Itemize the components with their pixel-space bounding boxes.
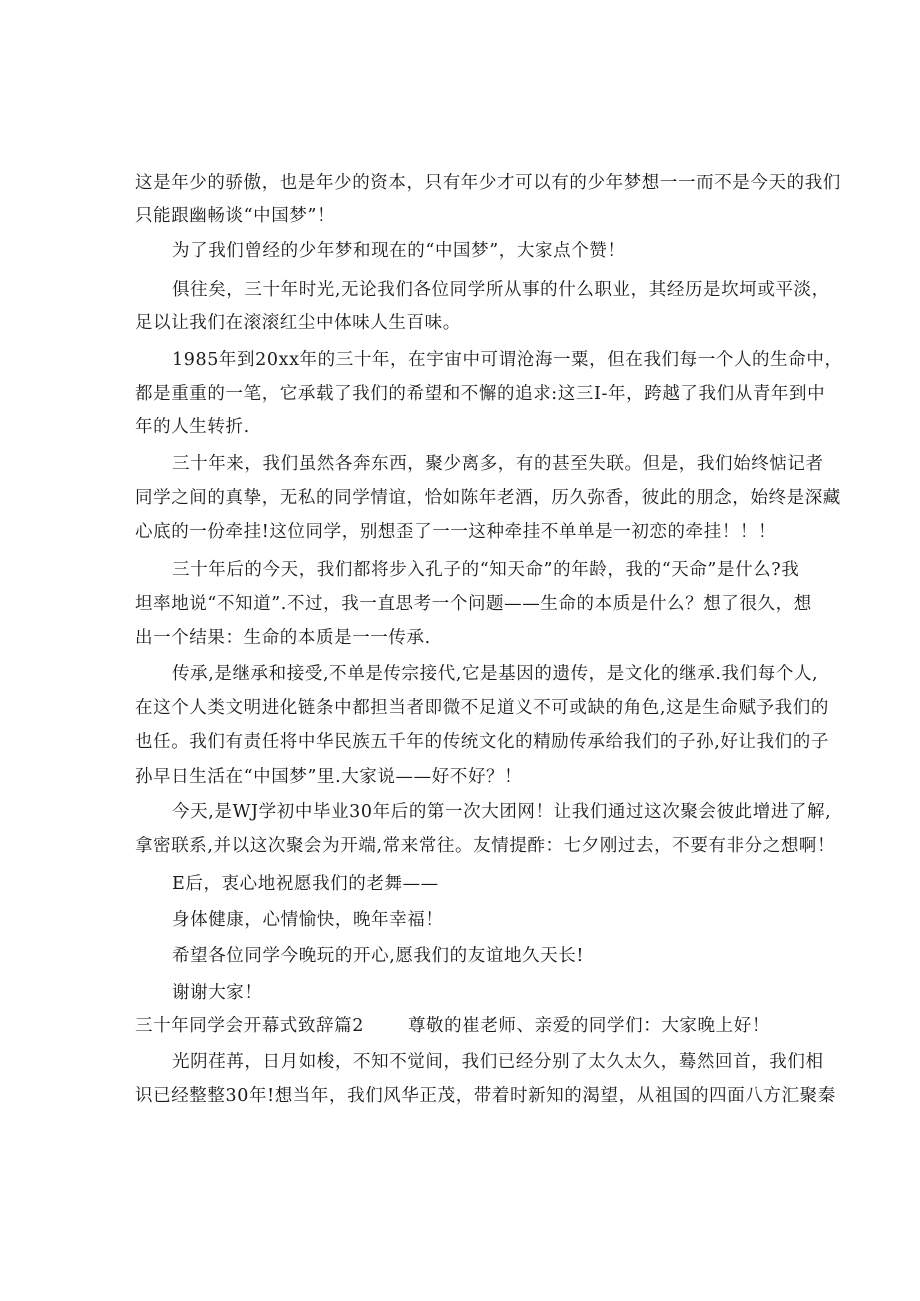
text-line: 足以让我们在滚滚红尘中体味人生百味。	[135, 313, 461, 333]
text-line: 出一个结果：生命的本质是一一传承.	[135, 628, 431, 648]
text-line: 同学之间的真挚，无私的同学情谊，恰如陈年老酒，历久弥香，彼此的朋念，始终是深藏	[135, 488, 841, 508]
text-line: 希望各位同学今晚玩的开心,愿我们的友谊地久天长!	[172, 946, 584, 966]
section-title: 三十年同学会开幕式致辞篇2	[135, 1016, 364, 1036]
text-line: 三十年来，我们虽然各奔东西，聚少离多，有的甚至失联。但是，我们始终惦记者	[172, 454, 824, 474]
text-line: 都是重重的一笔，它承载了我们的希望和不懈的追求:这三I-年，跨越了我们从青年到中	[135, 384, 826, 404]
text-line: 光阴荏苒，日月如梭，不知不觉间，我们已经分别了太久太久，蓦然回首，我们相	[172, 1052, 824, 1072]
text-line: E后，衷心地祝愿我们的老舞——	[172, 874, 439, 894]
text-line: 也任。我们有责任将中华民族五千年的传统文化的精励传承给我们的子孙,好让我们的子	[135, 732, 829, 752]
text-line: 只能跟幽畅谈“中国梦”！	[135, 206, 336, 226]
text-line: 今天,是WJ学初中毕业30年后的第一次大团网！让我们通过这次聚会彼此增进了解,	[172, 802, 832, 822]
text-line: 俱往矣，三十年时光,无论我们各位同学所从事的什么职业，其经历是坎坷或平淡，	[172, 280, 830, 300]
text-line: 这是年少的骄傲，也是年少的资本，只有年少才可以有的少年梦想一一而不是今天的我们	[135, 173, 841, 193]
section-heading-line	[135, 1015, 795, 1037]
text-line: 传承,是继承和接受,不单是传宗接代,它是基因的遗传，是文化的继承.我们每个人,	[172, 664, 819, 684]
text-line: 拿密联系,并以这次聚会为开端,常来常往。友情提酢：七夕刚过去，不要有非分之想啊！	[135, 836, 836, 856]
greeting-text: 尊敬的崔老师、亲爱的同学们：大家晚上好！	[407, 1016, 770, 1036]
text-line: 心底的一份牵挂!这位同学，别想歪了一一这种牵挂不单单是一初恋的牵挂！！！	[135, 522, 777, 542]
text-line: 三十年后的今天，我们都将步入孔子的“知天命”的年龄，我的“天命”是什么?我	[172, 560, 800, 580]
text-line: 坦率地说“不知道”.不过，我一直思考一个问题——生命的本质是什么？想了很久，想	[135, 594, 812, 614]
text-line: 识已经整整30年!想当年，我们风华正茂，带着时新知的渴望，从祖国的四面八方汇聚秦	[135, 1086, 836, 1106]
text-line: 在这个人类文明进化链条中都担当者即微不足道义不可或缺的角色,这是生命赋予我们的	[135, 698, 829, 718]
text-line: 1985年到20xx年的三十年，在宇宙中可谓沧海一粟，但在我们每一个人的生命中，	[172, 350, 843, 370]
text-line: 谢谢大家！	[172, 983, 263, 1003]
text-line: 年的人生转折.	[135, 417, 250, 437]
text-line: 为了我们曾经的少年梦和现在的“中国梦”，大家点个赞！	[172, 241, 626, 261]
text-line: 身体健康，心情愉快，晚年幸福！	[172, 910, 444, 930]
text-line: 孙早日生活在“中国梦”里.大家说——好不好？！	[135, 767, 523, 787]
